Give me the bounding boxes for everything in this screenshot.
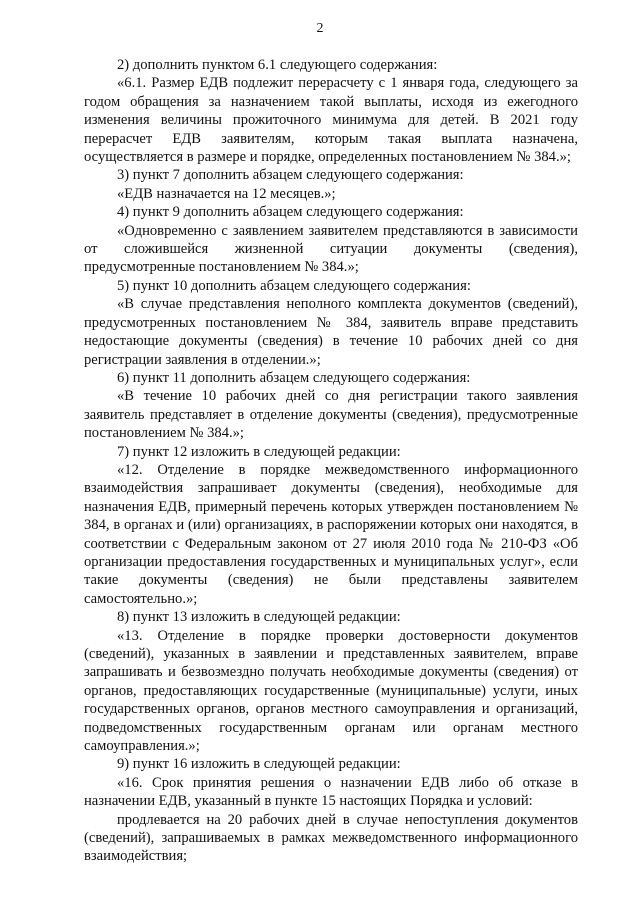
- paragraph: 7) пункт 12 изложить в следующей редакции:: [117, 443, 401, 460]
- paragraph: 5) пункт 10 дополнить абзацем следующего содержания:: [117, 277, 471, 294]
- paragraph: 9) пункт 16 изложить в следующей редакции:: [117, 756, 401, 773]
- paragraph: «12. Отделение в порядке межведомственного информационного взаимодействия запрашивает документы (сведения), необходимые для назначения ЕДВ, примерный перечень которых утвержден постановлением № 384, в органах и (или) организациях, в распоряжении которых они находятся, в соответствии с Федеральным законом от 27 июля 2010 года № 210-ФЗ «Об организации предоставления государственных и муниципальных услуг», если такие документы (сведения) не были представлены заявителем самостоятельно.»;: [84, 461, 578, 607]
- paragraph: «6.1. Размер ЕДВ подлежит перерасчету с 1 января года, следующего за годом обращения за назначением такой выплаты, исходя из ежегодного изменения величины прожиточного минимума для детей. В 2021 году перерасчет ЕДВ заявителям, которым такая выплата назначена, осуществляется в размере и порядке, определенных постановлением № 384.»;: [84, 75, 578, 166]
- document-body: [84, 56, 578, 866]
- page-number: 2: [316, 21, 324, 36]
- paragraph: «В случае представления неполного комплекта документов (сведений), предусмотренных постановлением № 384, заявитель вправе представить недостающие документы (сведения) в течение 10 рабочих дней со дня регистрации заявления в отделении.»;: [84, 296, 578, 368]
- paragraph: 4) пункт 9 дополнить абзацем следующего содержания:: [117, 204, 464, 221]
- paragraph: 6) пункт 11 дополнить абзацем следующего содержания:: [117, 369, 471, 386]
- paragraph: «13. Отделение в порядке проверки достоверности документов (сведений), указанных в заявлении и представленных заявителем, вправе запрашивать и безвозмездно получать необходимые документы (сведения) от органов, предоставляющих государственные (муниципальные) услуги, иных государственных органов, органов местного самоуправления и организаций, подведомственных государственным органам или органам местного самоуправления.»;: [84, 627, 578, 755]
- paragraph: 8) пункт 13 изложить в следующей редакции:: [117, 609, 401, 626]
- paragraph: 2) дополнить пунктом 6.1 следующего содержания:: [117, 57, 438, 73]
- paragraph: 3) пункт 7 дополнить абзацем следующего содержания:: [117, 167, 464, 184]
- paragraph: «В течение 10 рабочих дней со дня регистрации такого заявления заявитель представляет в отделение документы (сведения), предусмотренные постановлением № 384.»;: [84, 388, 578, 442]
- paragraph: «ЕДВ назначается на 12 месяцев.»;: [117, 185, 336, 202]
- paragraph: «16. Срок принятия решения о назначении ЕДВ либо об отказе в назначении ЕДВ, указанный в пункте 15 настоящих Порядка и условий:: [84, 774, 578, 810]
- paragraph: продлевается на 20 рабочих дней в случае непоступления документов (сведений), запрашиваемых в рамках межведомственного информационного взаимодействия;: [84, 811, 578, 865]
- paragraph: «Одновременно с заявлением заявителем представляются в зависимости от сложившейся жизненной ситуации документы (сведения), предусмотренные постановлением № 384.»;: [84, 222, 578, 276]
